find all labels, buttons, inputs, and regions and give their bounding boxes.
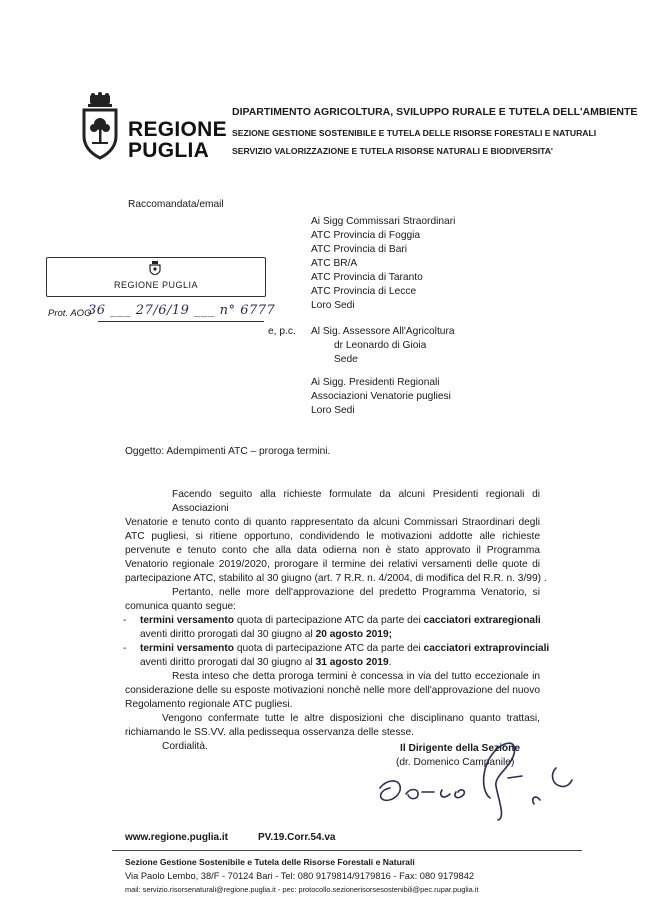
signatory-title: Il Dirigente della Sezione [400, 743, 521, 754]
footer-divider [112, 850, 582, 851]
body-line: Pertanto, nelle more dell'approvazione del predetto Programma Venatorio, si [172, 587, 540, 598]
department-title: DIPARTIMENTO AGRICOLTURA, SVILUPPO RURALE E TUTELA DELL'AMBIENTE [232, 106, 638, 118]
bullet-text: quota di partecipazione ATC da parte dei [234, 615, 424, 626]
bullet-text: quota di partecipazione ATC da parte dei [234, 643, 424, 654]
body-line: comunica quanto segue: [125, 601, 237, 612]
body-line: ATC pugliesi, si ritiene opportuno, condividendo le motivazioni addotte alle richieste [125, 531, 540, 542]
bullet-date: 31 agosto 2019 [315, 657, 389, 668]
bullet-item [123, 642, 550, 670]
brand-line1: REGIONE [128, 118, 227, 141]
cc-label: e, p.c. [268, 326, 296, 337]
bullet-text: aventi diritto prorogati dal 30 giugno al [140, 629, 316, 640]
body-line: partecipazione ATC, stabilito al 30 giugno (art. 7 R.R. n. 4/2004, di modifica del R.R. n. 3/99) . [125, 573, 547, 584]
recipient-line: Ai Sigg Commissari Straordinari [311, 216, 456, 227]
bullet-line [125, 628, 540, 642]
body-line: Venatorio regionale 2019/2020, prorogare il termine dei relativi versamenti delle quote di [125, 559, 540, 570]
stamp-title: REGIONE PUGLIA [113, 280, 199, 290]
footer-office: Sezione Gestione Sostenibile e Tutela delle Risorse Forestali e Naturali [125, 857, 415, 867]
closing: Cordialità. [162, 741, 208, 752]
stamp-handwritten-number: 36 ___ 27/6/19 ___ n° 6777 [88, 303, 276, 318]
bullet-date: 20 agosto 2019; [315, 629, 393, 640]
bullet-text: aventi diritto prorogati dal 30 giugno al [140, 657, 316, 668]
section-title: SEZIONE GESTIONE SOSTENIBILE E TUTELA DELLE RISORSE FORESTALI E NATURALI [232, 128, 597, 138]
bullet-line [125, 656, 540, 670]
recipient-line: ATC Provincia di Lecce [311, 286, 417, 297]
recipient-line: ATC BR/A [311, 258, 358, 269]
body-line: pervenute e tenuto conto che alla data odierna non è stato approvato il Programma [125, 545, 540, 556]
footer-mail: mail: servizio.risorsenaturali@regione.puglia.it - pec: protocollo.sezionerisorsesostenibili@pec.rupar.puglia.it [125, 885, 479, 894]
stamp-protocol-line [46, 303, 276, 325]
body-line: Regolamento regionale ATC pugliesi. [125, 699, 293, 710]
cc-line: Ai Sigg. Presidenti Regionali [311, 377, 440, 388]
cc-line: Sede [334, 354, 358, 365]
stamp-emblem-icon [149, 261, 161, 275]
delivery-method: Raccomandata/email [128, 199, 224, 210]
brand-line2: PUGLIA [128, 139, 210, 162]
body-line: Venatorie e tenuto conto di quanto rappresentato da alcuni Commissari Straordinari degli [125, 517, 540, 528]
bullet-dash: - [123, 643, 127, 654]
bullet-lead: termini versamento [140, 615, 234, 626]
bullet-lead: termini versamento [140, 643, 234, 654]
signatory-name: (dr. Domenico Campanile) [396, 757, 515, 768]
subject-line: Oggetto: Adempimenti ATC – proroga termini. [125, 446, 331, 457]
bullet-bold: cacciatori extraregionali [423, 615, 541, 626]
recipient-line: ATC Provincia di Foggia [311, 230, 421, 241]
cc-line: Loro Sedi [311, 405, 355, 416]
footer-website[interactable]: www.regione.puglia.it [125, 832, 228, 843]
recipient-line: ATC Provincia di Bari [311, 244, 408, 255]
bullet-bold: cacciatori extraprovinciali [423, 643, 550, 654]
bullet-line [125, 614, 540, 628]
service-title: SERVIZIO VALORIZZAZIONE E TUTELA RISORSE NATURALI E BIODIVERSITA' [232, 146, 553, 156]
cc-line: dr Leonardo di Gioia [334, 340, 427, 351]
body-line: Resta inteso che detta proroga termini è concessa in via del tutto eccezionale in [172, 671, 540, 682]
recipient-line: Loro Sedi [311, 300, 355, 311]
region-logo [78, 92, 122, 162]
body-line: richiamando le SS.VV. alla pedissequa osservanza delle stesse. [125, 727, 415, 738]
recipient-line: ATC Provincia di Taranto [311, 272, 423, 283]
footer-reference: PV.19.Corr.54.va [258, 832, 336, 843]
protocol-stamp [46, 257, 266, 297]
body-line: Facendo seguito alla richieste formulate da alcuni Presidenti regionali di Associazioni [172, 489, 540, 514]
body-line: Vengono confermate tutte le altre disposizioni che disciplinano quanto trattasi, [162, 713, 540, 724]
bullet-line [125, 642, 550, 656]
bullet-item [125, 614, 540, 642]
footer-address: Via Paolo Lembo, 38/F - 70124 Bari - Tel: 080 9179814/9179816 - Fax: 080 9179842 [125, 871, 475, 881]
bullet-text: . [388, 657, 392, 668]
letter-body [123, 488, 550, 754]
cc-recipients-block [311, 325, 455, 367]
bullet-dash: - [123, 615, 127, 626]
stamp-prot-label: Prot. AOO [48, 308, 92, 319]
cc-line: Al Sig. Assessore All'Agricoltura [311, 326, 455, 337]
cc-recipients-block-2 [311, 376, 451, 418]
coat-of-arms-icon [78, 92, 122, 162]
handwritten-signature [372, 728, 582, 824]
stamp-underline [98, 321, 264, 322]
recipients-block [311, 215, 455, 313]
body-line: considerazione delle su esposte motivazioni nonchè nelle more dell'approvazione del nuovo [125, 685, 540, 696]
cc-line: Associazioni Venatorie pugliesi [311, 391, 451, 402]
